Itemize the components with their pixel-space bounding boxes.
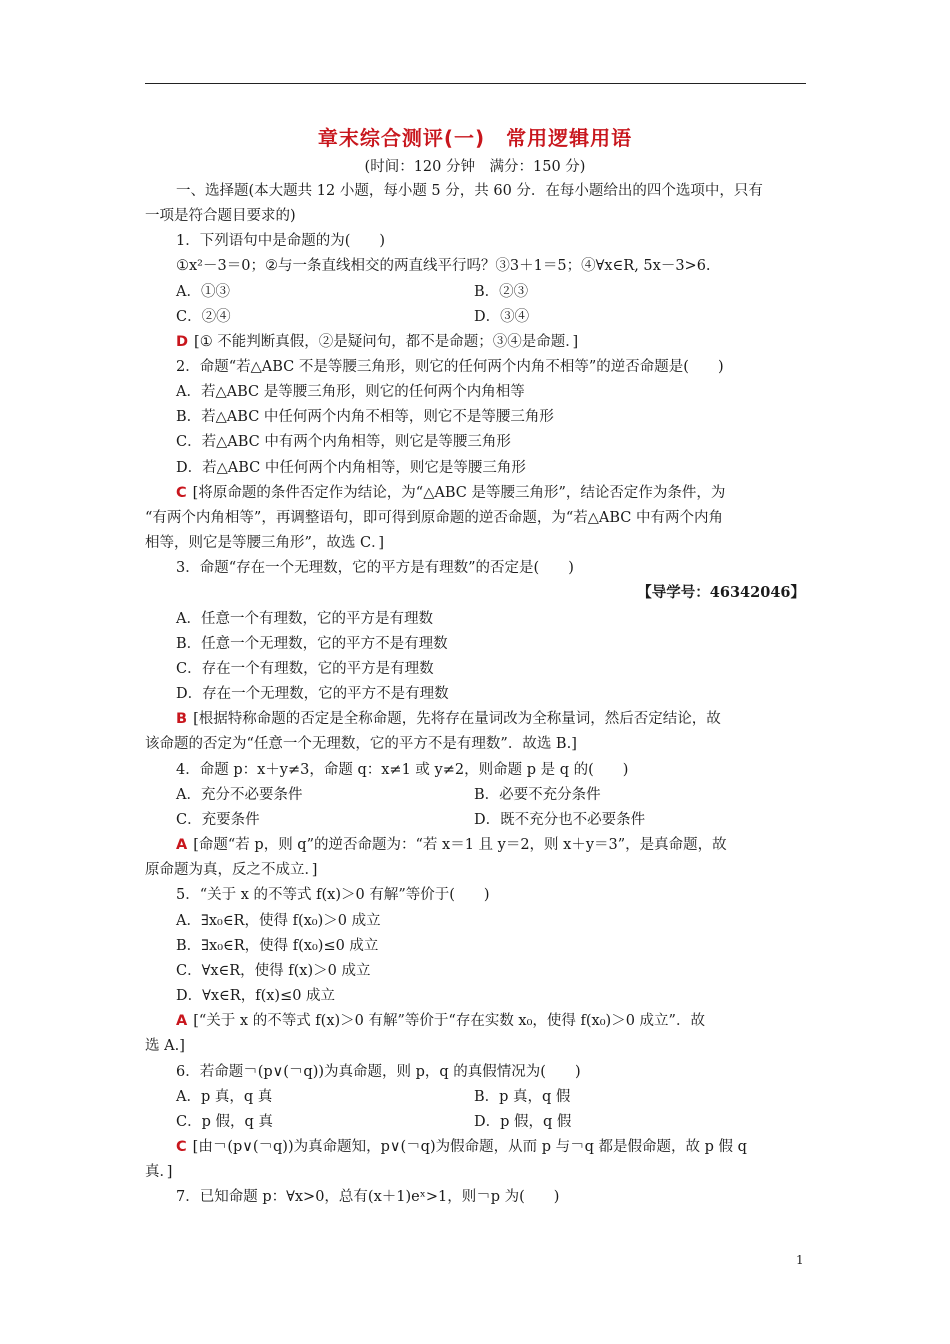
- header-rule: [145, 83, 806, 84]
- answer-explanation: [将原命题的条件否定作为结论，为“△ABC 是等腰三角形”，结论否定作为条件，为: [192, 485, 726, 501]
- answer-letter: A: [176, 1013, 188, 1029]
- q4-option-a: A．充分不必要条件: [176, 787, 303, 803]
- q2-answer: [176, 483, 837, 503]
- q3-answer-cont: 该命题的否定为“任意一个无理数，它的平方不是有理数”．故选 B.]: [145, 736, 577, 752]
- q6-answer-cont: 真．]: [145, 1164, 173, 1180]
- q3-option-a: A．任意一个有理数，它的平方是有理数: [176, 611, 433, 627]
- q5-option-d: D．∀x∈R，f(x)≤0 成立: [176, 988, 336, 1004]
- q5-option-a: A．∃x₀∈R，使得 f(x₀)＞0 成立: [176, 913, 381, 929]
- answer-explanation: [由￢(p∨(￢q))为真命题知，p∨(￢q)为假命题，从而 p 与￢q 都是假命题，故 p 假 q: [192, 1139, 747, 1155]
- answer-letter: A: [176, 837, 188, 853]
- q6-option-c: C．p 假，q 真: [176, 1114, 273, 1130]
- question-2: 2．命题“若△ABC 不是等腰三角形，则它的任何两个内角不相等”的逆否命题是( ): [176, 359, 724, 375]
- question-7: 7．已知命题 p：∀x>0，总有(x＋1)eˣ>1，则￢p 为( ): [176, 1189, 560, 1205]
- answer-explanation: [命题“若 p，则 q”的逆否命题为：“若 x＝1 且 y＝2，则 x＋y＝3”，是真命题，故: [193, 837, 727, 853]
- page-number: 1: [796, 1253, 804, 1267]
- q5-answer-cont: 选 A.]: [145, 1038, 185, 1054]
- question-4: 4．命题 p：x＋y≠3，命题 q：x≠1 或 y≠2，则命题 p 是 q 的( ): [176, 762, 629, 778]
- q1-option-b: B．②③: [474, 284, 529, 300]
- answer-explanation: [① 不能判断真假，②是疑问句，都不是命题；③④是命题．]: [194, 334, 579, 350]
- q4-option-c: C．充要条件: [176, 812, 260, 828]
- question-1: 1．下列语句中是命题的为( ): [176, 233, 386, 249]
- q3-option-d: D．存在一个无理数，它的平方不是有理数: [176, 686, 449, 702]
- q1-answer: [176, 332, 837, 352]
- q1-option-d: D．③④: [474, 309, 530, 325]
- q3-option-b: B．任意一个无理数，它的平方不是有理数: [176, 636, 448, 652]
- answer-letter: D: [176, 334, 189, 350]
- time-score-info: (时间：120 分钟 满分：150 分): [364, 159, 586, 175]
- q4-option-d: D．既不充分也不必要条件: [474, 812, 646, 828]
- answer-letter: B: [176, 711, 188, 727]
- q6-answer: [176, 1137, 837, 1157]
- q2-answer-cont: 相等，则它是等腰三角形”，故选 C．]: [145, 535, 385, 551]
- answer-letter: C: [176, 485, 187, 501]
- q6-option-b: B．p 真，q 假: [474, 1089, 571, 1105]
- q5-option-b: B．∃x₀∈R，使得 f(x₀)≤0 成立: [176, 938, 379, 954]
- q3-option-c: C．存在一个有理数，它的平方是有理数: [176, 661, 434, 677]
- q1-option-c: C．②④: [176, 309, 231, 325]
- question-5: 5．“关于 x 的不等式 f(x)＞0 有解”等价于( ): [176, 887, 490, 903]
- guide-number: 【导学号：46342046】: [637, 584, 805, 601]
- page-title: 章末综合测评(一) 常用逻辑用语: [317, 126, 633, 150]
- answer-explanation: [根据特称命题的否定是全称命题，先将存在量词改为全称量词，然后否定结论，故: [193, 711, 721, 727]
- q6-option-d: D．p 假，q 假: [474, 1114, 572, 1130]
- q1-option-a: A．①③: [176, 284, 230, 300]
- q4-option-b: B．必要不充分条件: [474, 787, 601, 803]
- q4-answer: [176, 835, 837, 855]
- q2-answer-cont: “有两个内角相等”，再调整语句，即可得到原命题的逆否命题，为“若△ABC 中有两个内角: [145, 510, 723, 526]
- answer-letter: C: [176, 1139, 187, 1155]
- q2-option-b: B．若△ABC 中任何两个内角不相等，则它不是等腰三角形: [176, 409, 554, 425]
- answer-explanation: [“关于 x 的不等式 f(x)＞0 有解”等价于“存在实数 x₀，使得 f(x₀)＞0 成立”．故: [193, 1013, 705, 1029]
- q3-answer: [176, 709, 837, 729]
- question-3: 3．命题“存在一个无理数，它的平方是有理数”的否定是( ): [176, 560, 574, 576]
- section-intro: 一、选择题(本大题共 12 小题，每小题 5 分，共 60 分．在每小题给出的四个选项中，只有: [176, 183, 763, 199]
- q2-option-a: A．若△ABC 是等腰三角形，则它的任何两个内角相等: [176, 384, 525, 400]
- q5-answer: [176, 1011, 837, 1031]
- q2-option-c: C．若△ABC 中有两个内角相等，则它是等腰三角形: [176, 434, 511, 450]
- q6-option-a: A．p 真，q 真: [176, 1089, 273, 1105]
- question-6: 6．若命题￢(p∨(￢q))为真命题，则 p，q 的真假情况为( ): [176, 1064, 581, 1080]
- q4-answer-cont: 原命题为真，反之不成立．]: [145, 862, 318, 878]
- q2-option-d: D．若△ABC 中任何两个内角相等，则它是等腰三角形: [176, 460, 526, 476]
- question-1-statements: ①x²－3＝0；②与一条直线相交的两直线平行吗？③3＋1＝5；④∀x∈R, 5x－3>6.: [176, 258, 711, 274]
- q5-option-c: C．∀x∈R，使得 f(x)＞0 成立: [176, 963, 371, 979]
- section-intro-cont: 一项是符合题目要求的): [145, 208, 296, 224]
